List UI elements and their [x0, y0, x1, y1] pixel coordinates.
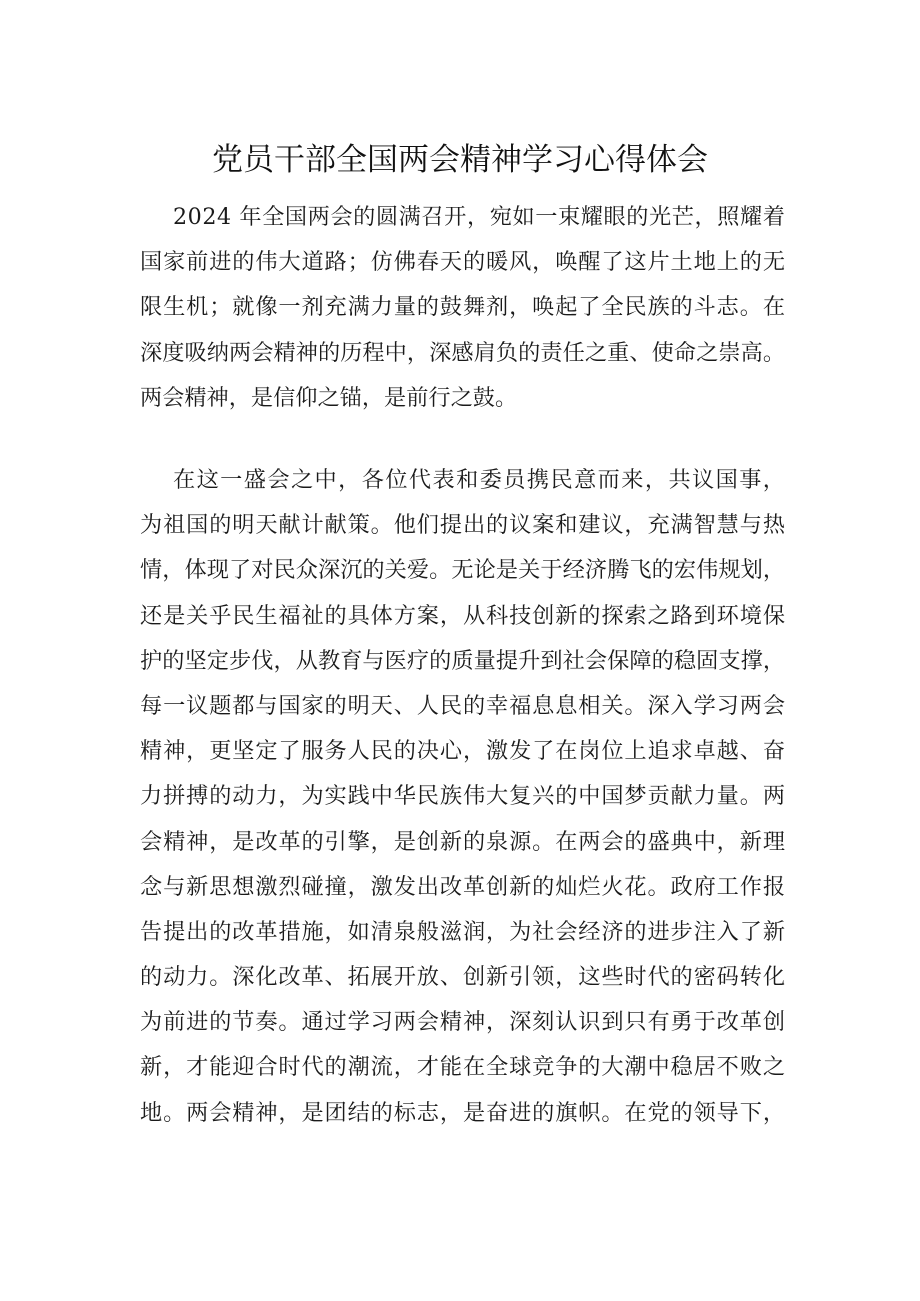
text-line: 国家前进的伟大道路；仿佛春天的暖风，唤醒了这片土地上的无 [140, 249, 786, 276]
text-line: 为前进的节奏。通过学习两会精神，深刻认识到只有勇于改革创 [140, 1009, 786, 1036]
text-line: 念与新思想激烈碰撞，激发出改革创新的灿烂火花。政府工作报 [140, 873, 786, 900]
text-line: 还是关乎民生福祉的具体方案，从科技创新的探索之路到环境保 [140, 602, 786, 629]
paragraph-1 [140, 195, 785, 421]
text-line: 精神，更坚定了服务人民的决心，激发了在岗位上追求卓越、奋 [140, 738, 786, 765]
text-line: 限生机；就像一剂充满力量的鼓舞剂，唤起了全民族的斗志。在 [140, 294, 786, 321]
text-line: 会精神，是改革的引擎，是创新的泉源。在两会的盛典中，新理 [140, 828, 786, 855]
document-title: 党员干部全国两会精神学习心得体会 [212, 142, 708, 178]
text-line: 力拼搏的动力，为实践中华民族伟大复兴的中国梦贡献力量。两 [140, 783, 786, 810]
text-line: 地。两会精神，是团结的标志，是奋进的旗帜。在党的领导下， [140, 1099, 786, 1126]
text-line: 为祖国的明天献计献策。他们提出的议案和建议，充满智慧与热 [140, 512, 786, 539]
paragraph-2 [140, 458, 785, 1136]
text-line: 新，才能迎合时代的潮流，才能在全球竞争的大潮中稳居不败之 [140, 1054, 786, 1081]
text-line: 在这一盛会之中，各位代表和委员携民意而来，共议国事， [173, 467, 787, 493]
text-line: 情，体现了对民众深沉的关爱。无论是关于经济腾飞的宏伟规划， [140, 557, 786, 584]
text-line: 告提出的改革措施，如清泉般滋润，为社会经济的进步注入了新 [140, 918, 786, 945]
text-line: 护的坚定步伐，从教育与医疗的质量提升到社会保障的稳固支撑， [140, 647, 786, 674]
text-line: 深度吸纳两会精神的历程中，深感肩负的责任之重、使命之崇高。 [140, 339, 786, 366]
text-line: 的动力。深化改革、拓展开放、创新引领，这些时代的密码转化 [140, 964, 786, 991]
text-line: 每一议题都与国家的明天、人民的幸福息息相关。深入学习两会 [140, 692, 786, 719]
text-line: 2024 年全国两会的圆满召开，宛如一束耀眼的光芒，照耀着 [173, 204, 786, 230]
text-line: 两会精神，是信仰之锚，是前行之鼓。 [140, 384, 518, 411]
